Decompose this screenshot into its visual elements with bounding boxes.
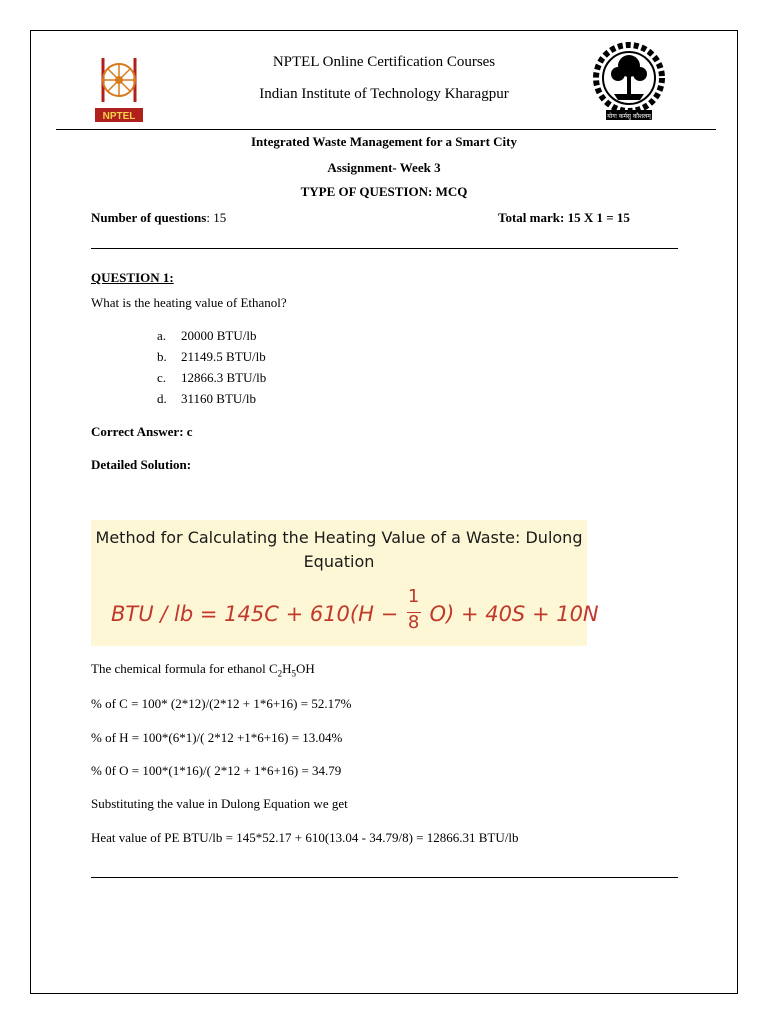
fraction-one-eighth: $\frac{1}{8}$ [407,586,420,633]
percent-carbon: % of C = 100* (2*12)/(2*12 + 1*6+16) = 52.17% [91,696,352,711]
question-type: TYPE OF QUESTION: MCQ [300,184,468,199]
header-divider [56,129,716,130]
question-heading: QUESTION 1: [91,270,174,285]
option-d: d. 31160 BTU/lb [157,391,256,406]
solution-label: Detailed Solution: [91,457,192,472]
dulong-equation: BTU / lb = 145C + 610(H − $\frac{1}{8}$ O) + 40S + 10N [111,586,599,633]
nptel-logo-text: NPTEL [102,111,136,122]
number-of-questions-value: : 15 [206,210,227,225]
option-c: c. 12866.3 BTU/lb [157,370,267,385]
option-a: a. 20000 BTU/lb [157,328,257,343]
dulong-equation-figure [91,520,599,646]
correct-answer: Correct Answer: c [91,424,193,439]
substitution-line: Substituting the value in Dulong Equation we get [91,796,348,811]
number-of-questions-label: Number of questions [91,210,207,225]
option-b: b. 21149.5 BTU/lb [157,349,266,364]
dulong-figure-title: Method for Calculating the Heating Value of a Waste: Dulong Equation [95,528,583,571]
bottom-rule [91,877,678,878]
number-of-questions [91,210,226,226]
percent-oxygen: % 0f O = 100*(1*16)/( 2*12 + 1*6+16) = 34.79 [91,763,342,778]
heat-value-line: Heat value of PE BTU/lb = 145*52.17 + 610(13.04 - 34.79/8) = 12866.31 BTU/lb [91,830,519,845]
total-mark: Total mark: 15 X 1 = 15 [498,210,630,225]
question-text: What is the heating value of Ethanol? [91,295,287,310]
iit-logo-motto: योगः कर्मसु कौशलम् [607,113,651,120]
formula-line: The chemical formula for ethanol $C_2H_5OH$ [91,661,315,679]
course-title: Integrated Waste Management for a Smart City [251,134,517,149]
percent-hydrogen: % of H = 100*(6*1)/( 2*12 +1*6+16) = 13.04% [91,730,343,745]
divider-rule [91,248,678,249]
header-line-1: NPTEL Online Certification Courses [272,54,496,70]
header-line-2: Indian Institute of Technology Kharagpur [259,86,509,102]
assignment-label: Assignment- Week 3 [327,160,441,175]
options-list [157,328,266,412]
